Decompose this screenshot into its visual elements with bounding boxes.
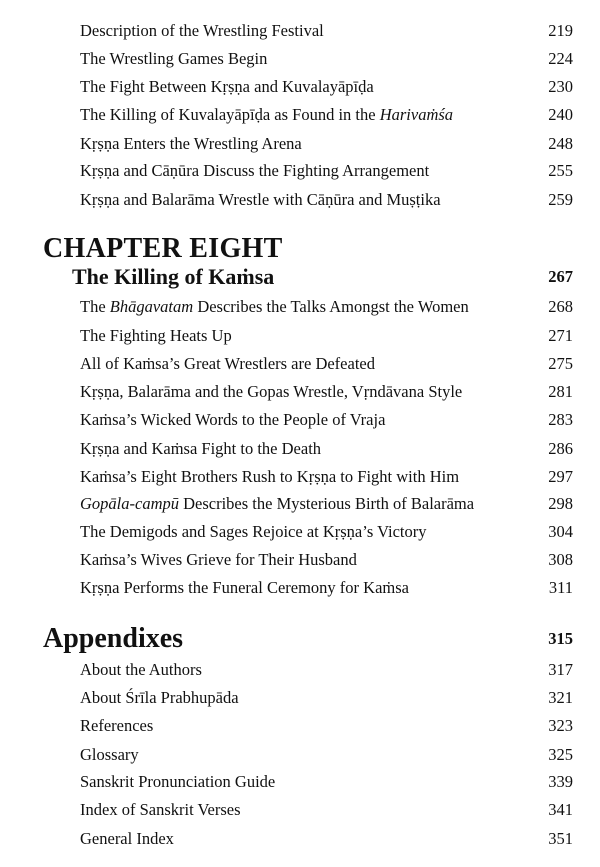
toc-entry-title-italic: Bhāgavatam	[109, 297, 194, 316]
toc-entry-title: The Fighting Heats Up	[80, 326, 232, 345]
appendixes-title: Appendixes	[43, 623, 184, 654]
toc-entry-title: Kṛṣṇa and Balarāma Wrestle with Cāṇūra and Muṣṭika	[80, 190, 441, 209]
toc-entry	[80, 549, 573, 571]
toc-entry	[80, 744, 573, 766]
toc-entry	[80, 160, 573, 182]
toc-entry	[80, 493, 573, 515]
toc-entry-page: 317	[548, 660, 573, 679]
toc-entry-title: Kaṁsa’s Wives Grieve for Their Husband	[80, 550, 357, 569]
toc-entry-title	[80, 296, 469, 318]
chapter-heading: CHAPTER EIGHT	[43, 233, 283, 264]
toc-entry-title-text: Describes the Mysterious Birth of Balarāma	[178, 494, 475, 513]
toc-entry	[80, 438, 573, 460]
toc-entry-title: The Fight Between Kṛṣṇa and Kuvalayāpīḍa	[80, 77, 374, 96]
toc-entry	[80, 381, 573, 403]
toc-entry-page: 271	[548, 326, 573, 345]
toc-entry-title: Kṛṣṇa, Balarāma and the Gopas Wrestle, Vṛndāvana Style	[80, 382, 463, 401]
toc-entry-page: 275	[548, 354, 573, 373]
appendixes-page: 315	[548, 629, 573, 648]
toc-entry-page: 224	[548, 49, 573, 68]
toc-entry-title-text: The Killing of Kuvalayāpīḍa as Found in the	[80, 105, 380, 124]
toc-entry-page: 248	[548, 134, 573, 153]
toc-entry	[80, 296, 573, 318]
toc-entry-page: 298	[548, 494, 573, 513]
toc-entry-page: 323	[548, 716, 573, 735]
toc-entry	[80, 799, 573, 821]
toc-entry-title: Kṛṣṇa and Cāṇūra Discuss the Fighting Arrangement	[80, 161, 430, 180]
toc-entry	[80, 48, 573, 70]
toc-entry-title: About Śrīla Prabhupāda	[80, 688, 239, 707]
toc-entry	[80, 466, 573, 488]
toc-entry-page: 286	[548, 439, 573, 458]
toc-entry	[80, 76, 573, 98]
toc-entry-title: The Wrestling Games Begin	[80, 49, 268, 68]
toc-entry-page: 240	[548, 105, 573, 124]
toc-entry-page: 230	[548, 77, 573, 96]
toc-entry-page: 341	[548, 800, 573, 819]
toc-entry-title: All of Kaṁsa’s Great Wrestlers are Defeated	[80, 354, 375, 373]
toc-entry-title: Kṛṣṇa Performs the Funeral Ceremony for Kaṁsa	[80, 578, 409, 597]
toc-entry-title: Kaṁsa’s Eight Brothers Rush to Kṛṣṇa to Fight with Him	[80, 467, 460, 486]
toc-entry-title	[80, 104, 453, 126]
toc-entry-title: General Index	[80, 829, 174, 848]
toc-entry-title-italic: Gopāla-campū	[80, 494, 179, 513]
toc-entry-page: 325	[548, 745, 573, 764]
toc-entry-title: Glossary	[80, 745, 139, 764]
toc-entry	[80, 687, 573, 709]
toc-entry-page: 311	[548, 578, 573, 597]
toc-entry	[80, 659, 573, 681]
toc-entry	[80, 353, 573, 375]
toc-entry-title-text: Describes the Talks Amongst the Women	[193, 297, 469, 316]
toc-entry	[80, 133, 573, 155]
toc-entry	[80, 828, 573, 850]
toc-entry-page: 339	[548, 772, 573, 791]
toc-entry-page: 321	[548, 688, 573, 707]
toc-entry-page: 255	[548, 161, 573, 180]
toc-entry-page: 351	[548, 829, 573, 848]
toc-entry-title: Description of the Wrestling Festival	[80, 21, 324, 40]
toc-entry	[80, 104, 573, 126]
appendixes-heading-row	[43, 622, 573, 656]
toc-entry-title: Kṛṣṇa Enters the Wrestling Arena	[80, 134, 302, 153]
toc-entry-page: 297	[548, 467, 573, 486]
toc-entry-title: Index of Sanskrit Verses	[80, 800, 241, 819]
toc-entry-title-text: The	[80, 297, 110, 316]
chapter-title-row	[72, 263, 573, 291]
toc-entry-page: 283	[548, 410, 573, 429]
toc-entry-page: 308	[548, 550, 573, 569]
toc-entry-title: About the Authors	[80, 660, 202, 679]
toc-entry	[80, 20, 573, 42]
toc-entry	[80, 325, 573, 347]
toc-entry-page: 219	[548, 21, 573, 40]
toc-entry	[80, 521, 573, 543]
toc-entry-title: The Demigods and Sages Rejoice at Kṛṣṇa’s Victory	[80, 522, 427, 541]
toc-entry	[80, 771, 573, 793]
chapter-page: 267	[548, 267, 573, 286]
toc-entry-title: Kaṁsa’s Wicked Words to the People of Vraja	[80, 410, 386, 429]
toc-entry	[80, 577, 573, 599]
toc-entry-title: Sanskrit Pronunciation Guide	[80, 772, 276, 791]
toc-entry-title	[80, 493, 474, 515]
toc-entry-page: 281	[548, 382, 573, 401]
toc-entry-title-italic: Harivaṁśa	[379, 105, 454, 124]
toc-entry	[80, 409, 573, 431]
toc-entry-page: 304	[548, 522, 573, 541]
toc-entry-page: 259	[548, 190, 573, 209]
toc-entry-page: 268	[548, 297, 573, 316]
toc-entry-title: Kṛṣṇa and Kaṁsa Fight to the Death	[80, 439, 322, 458]
chapter-title: The Killing of Kaṁsa	[72, 264, 275, 289]
toc-entry	[80, 189, 573, 211]
toc-entry-title: References	[80, 716, 154, 735]
toc-entry	[80, 715, 573, 737]
